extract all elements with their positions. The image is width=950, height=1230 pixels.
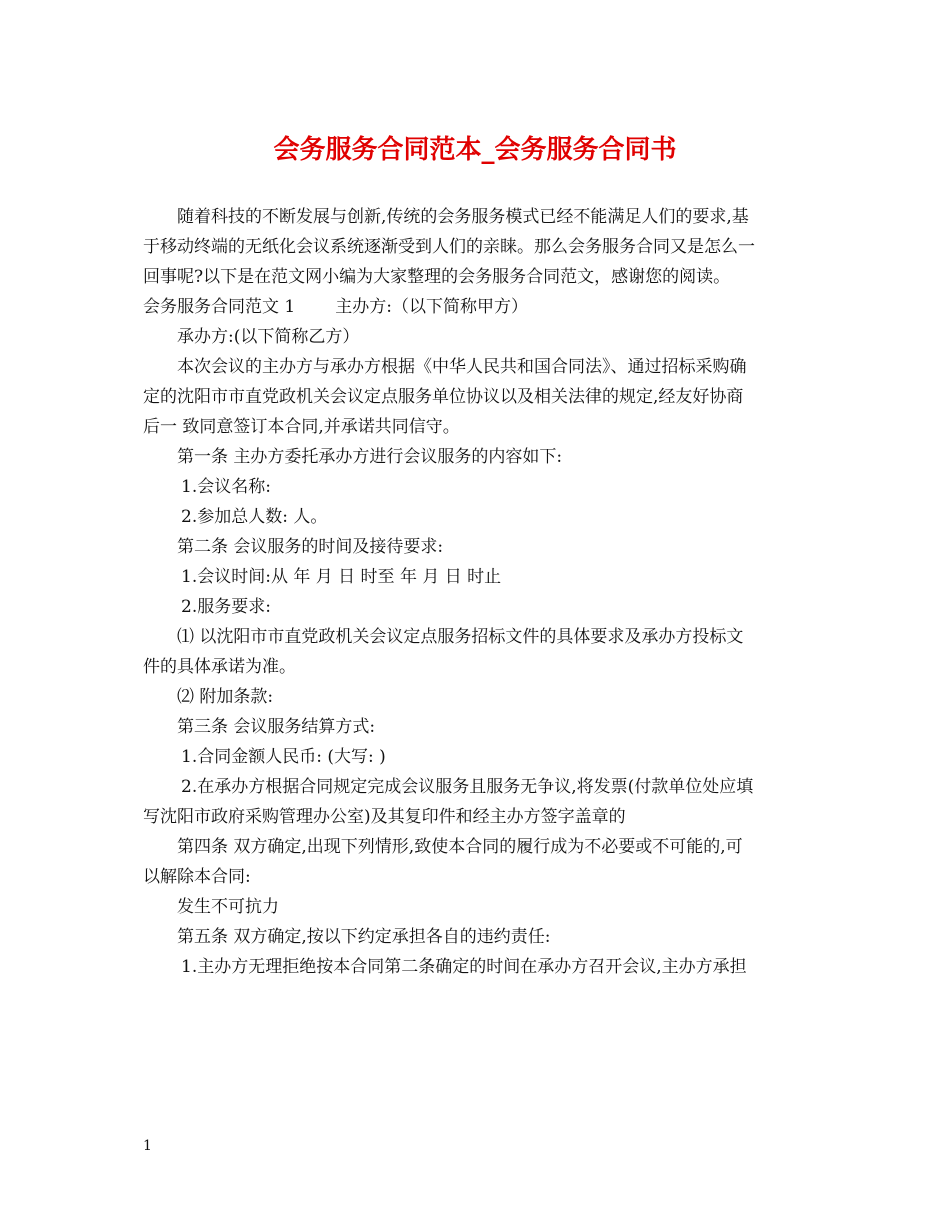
list-item: 2.服务要求:	[181, 597, 271, 617]
list-item: 2.参加总人数: 人。	[181, 507, 328, 527]
document-body	[143, 202, 811, 982]
article-heading: 第三条 会议服务结算方式:	[177, 717, 376, 737]
party-a-label: 主办方:（以下简称甲方）	[335, 297, 528, 317]
list-item: 1.会议名称:	[181, 477, 271, 497]
paragraph-line: ⑴ 以沈阳市市直党政机关会议定点服务招标文件的具体要求及承办方投标文	[177, 627, 744, 647]
paragraph-line: 件的具体承诺为准。	[143, 657, 296, 677]
list-item: 1.会议时间:从 年 月 日 时至 年 月 日 时止	[181, 567, 502, 587]
article-heading: 第二条 会议服务的时间及接待要求:	[177, 537, 444, 557]
paragraph-line: 承办方:(以下简称乙方）	[177, 327, 360, 347]
document-title: 会务服务合同范本_会务服务合同书	[273, 135, 677, 165]
paragraph-line: 写沈阳市政府采购管理办公室)及其复印件和经主办方签字盖章的	[143, 807, 626, 827]
article-heading: 第四条 双方确定,出现下列情形,致使本合同的履行成为不必要或不可能的,可	[177, 837, 743, 857]
article-heading: 第一条 主办方委托承办方进行会议服务的内容如下:	[177, 447, 563, 467]
paragraph-line: 随着科技的不断发展与创新,传统的会务服务模式已经不能满足人们的要求,基	[177, 207, 749, 227]
paragraph-line: 本次会议的主办方与承办方根据《中华人民共和国合同法》、通过招标采购确	[177, 357, 747, 377]
paragraph-line: 2.在承办方根据合同规定完成会议服务且服务无争议,将发票(付款单位处应填	[181, 777, 754, 797]
article-heading: 第五条 双方确定,按以下约定承担各自的违约责任:	[177, 927, 551, 947]
page-number: 1	[143, 1138, 152, 1154]
paragraph-line: 后一 致同意签订本合同,并承诺共同信守。	[143, 417, 460, 437]
paragraph-line: 发生不可抗力	[177, 897, 279, 917]
paragraph-line: 以解除本合同:	[143, 867, 251, 887]
paragraph-line: 于移动终端的无纸化会议系统逐渐受到人们的亲睐。那么会务服务合同又是怎么一	[143, 237, 755, 257]
paragraph-line: 定的沈阳市市直党政机关会议定点服务单位协议以及相关法律的规定,经友好协商	[143, 387, 744, 407]
section-title: 会务服务合同范文 1	[143, 297, 296, 317]
list-item: ⑵ 附加条款:	[177, 687, 274, 707]
list-item: 1.合同金额人民币: (大写: )	[181, 747, 386, 767]
paragraph-line: 1.主办方无理拒绝按本合同第二条确定的时间在承办方召开会议,主办方承担	[181, 957, 747, 977]
paragraph-line: 回事呢?以下是在范文网小编为大家整理的会务服务合同范文，感谢您的阅读。	[143, 267, 731, 287]
section-heading-line	[143, 292, 811, 322]
